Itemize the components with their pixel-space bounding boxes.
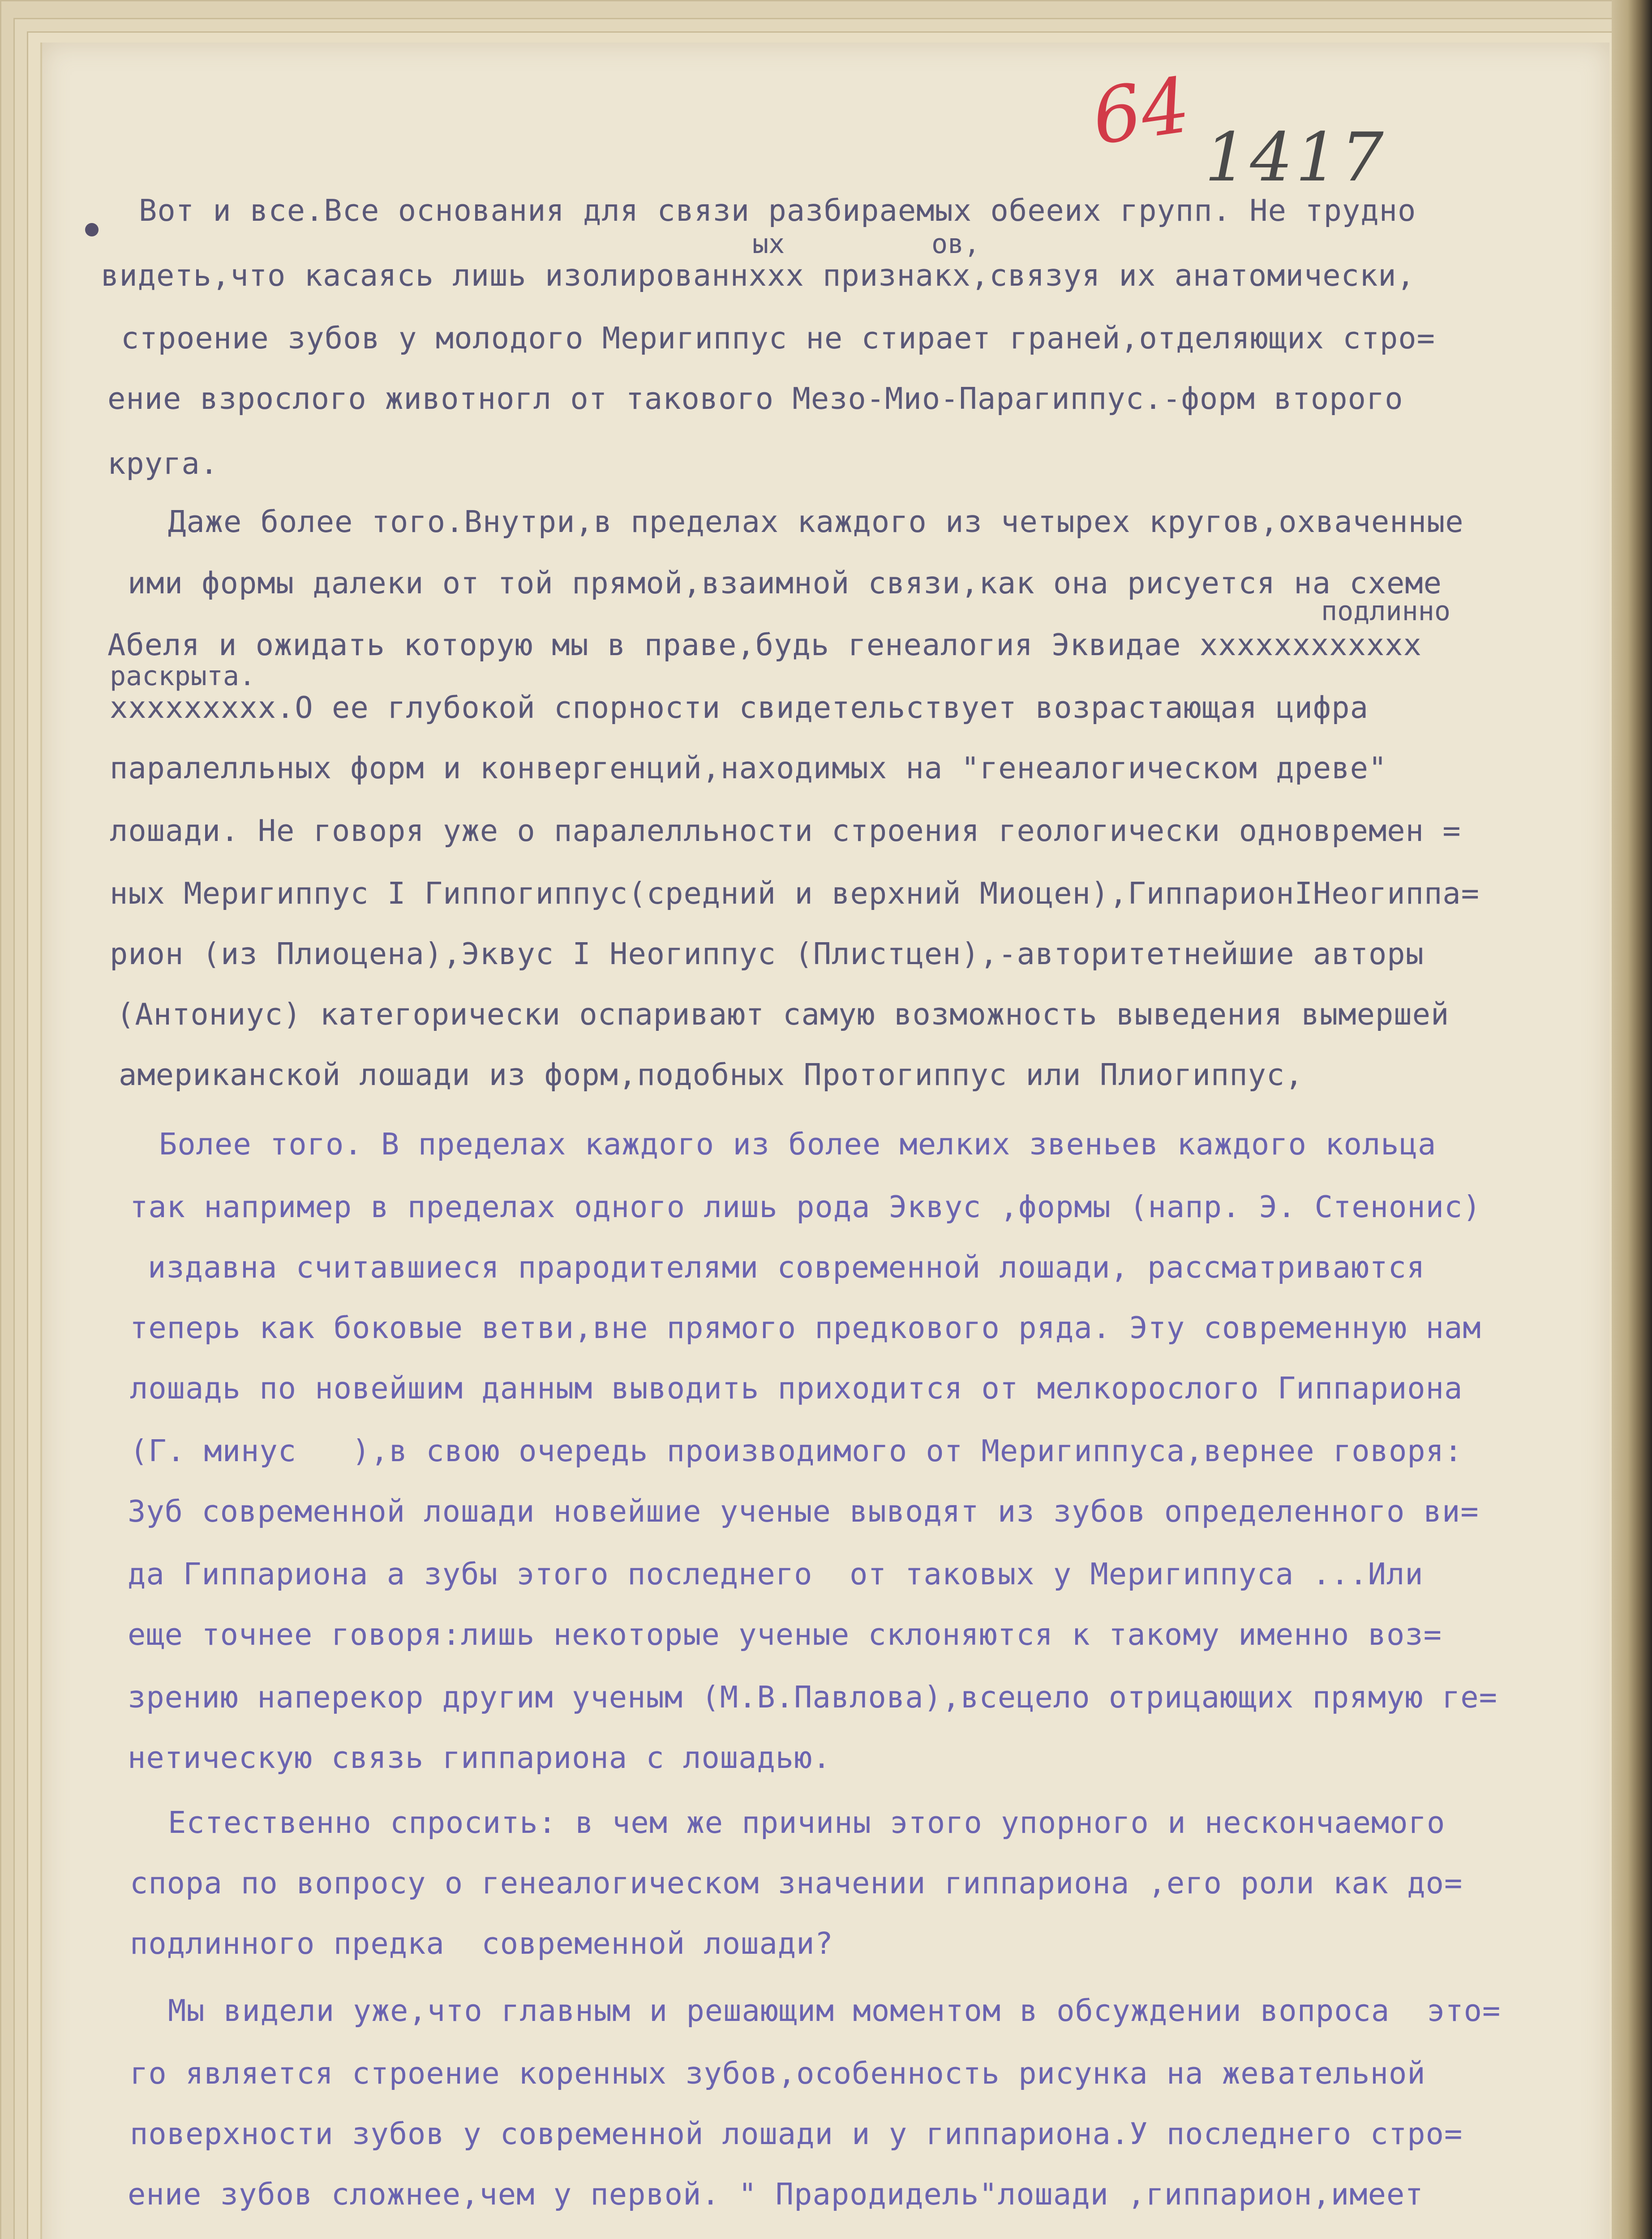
text-line: спора по вопросу о генеалогическом значении гиппариона ,его роли как до= [130,1866,1463,1900]
text-line: нетическую связь гиппариона с лошадью. [128,1740,831,1775]
text-line: подлинного предка современной лошади? [130,1926,833,1961]
text-line: да Гиппариона а зубы этого последнего от таковых у Меригиппуса ...Или [128,1557,1424,1591]
page-edge [1612,0,1652,2239]
text-line: поверхности зубов у современной лошади и у гиппариона.У последнего стро= [130,2116,1463,2151]
text-line: ими формы далеки от той прямой,взаимной связи,как она рисуется на схеме [128,566,1442,600]
insertion-ov: ов, [931,228,980,260]
text-line: лошади. Не говоря уже о паралелльности строения геологически одновремен = [110,813,1461,848]
text-line: американской лошади из форм,подобных Протогиппус или Плиогиппус, [119,1057,1304,1092]
insertion-ykh: ых [752,228,785,260]
text-line: ных Меригиппус I Гиппогиппус(средний и верхний Миоцен),ГиппарионIНеогиппа= [110,876,1480,911]
text-line: Мы видели уже,что главным и решающим моментом в обсуждении вопроса это= [168,1993,1501,2028]
text-line: Естественно спросить: в чем же причины этого упорного и нескончаемого [168,1805,1446,1840]
text-line: лошадь по новейшим данным выводить приходится от мелкорослого Гиппариона [130,1371,1463,1406]
text-line: паралелльных форм и конвергенций,находимых на "генеалогическом древе" [110,751,1387,785]
text-line: видеть,что касаясь лишь изолированнххх признакх,связуя их анатомически, [101,258,1415,293]
text-line: Зуб современной лошади новейшие ученые выводят из зубов определенного ви= [128,1494,1479,1529]
text-line: Вот и все.Все основания для связи разбираемых обееих групп. Не трудно [139,193,1416,228]
text-line: го является строение коренных зубов,особенность рисунка на жевательной [130,2056,1426,2091]
text-line: ение зубов сложнее,чем у первой. " Прародидель"лошади ,гиппарион,имеет [128,2177,1424,2212]
text-line: издавна считавшиеся прародителями современной лошади, рассматриваются [148,1250,1425,1285]
text-line: (Г. минус ),в свою очередь производимого от Меригиппуса,вернее говоря: [130,1433,1463,1468]
text-line: круга. [107,446,219,481]
text-line: (Антониус) категорически оспаривают самую возможность выведения вымершей [116,997,1450,1032]
text-line: теперь как боковые ветви,вне прямого предкового ряда. Эту современную нам [130,1310,1481,1345]
insertion-podlinno: подлинно [1321,596,1450,627]
text-line: так например в пределах одного лишь рода Эквус ,формы (напр. Э. Стенонис) [130,1189,1481,1224]
text-line: зрению наперекор другим ученым (М.В.Павлова),всецело отрицающих прямую ге= [128,1680,1498,1715]
text-line: ххххххххх.О ее глубокой спорности свидетельствует возрастающая цифра [110,690,1369,725]
text-line: Даже более того.Внутри,в пределах каждого из четырех кругов,охваченные [168,504,1464,539]
bullet-mark [85,223,99,236]
text-line: рион (из Плиоцена),Эквус I Неогиппус (Плистцен),-авторитетнейшие авторы [110,936,1424,971]
text-line: ение взрослого животногл от такового Мезо-Мио-Парагиппус.-форм второго [107,381,1403,416]
text-line: строение зубов у молодого Меригиппус не стирает граней,отделяющих стро= [121,321,1435,356]
text-line: еще точнее говоря:лишь некоторые ученые склоняются к такому именно воз= [128,1617,1442,1652]
text-line: Более того. В пределах каждого из более мелких звеньев каждого кольца [159,1127,1437,1162]
catalog-number: 1417 [1205,119,1386,197]
text-line: Абеля и ожидать которую мы в праве,будь генеалогия Эквидае хххххххххххх [107,627,1422,662]
insertion-raskryta: раскрыта. [110,661,256,692]
folio-number: 64 [1087,60,1196,163]
